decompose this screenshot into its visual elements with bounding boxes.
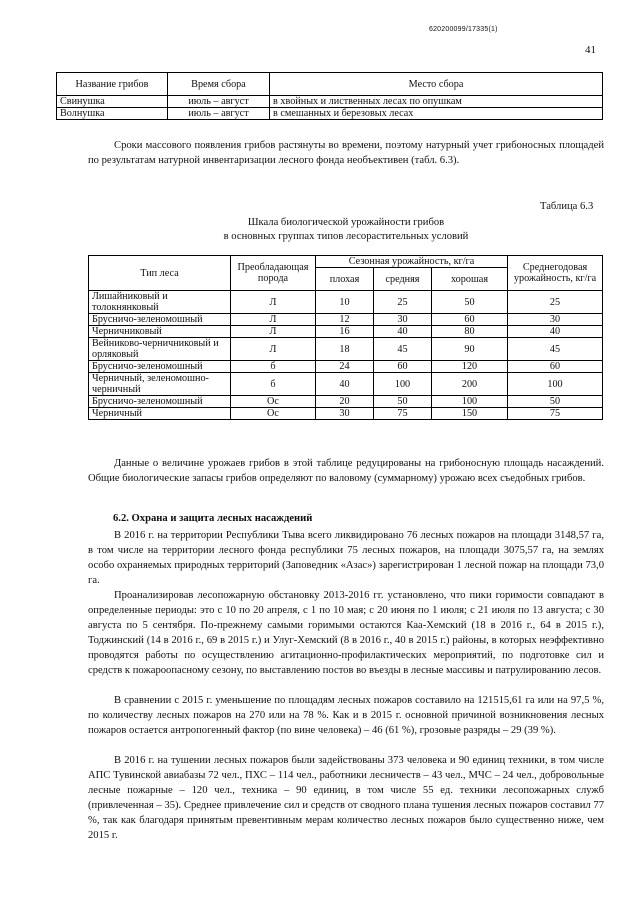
cell-forest-type: Брусничо-зеленомошный xyxy=(89,361,231,373)
cell-forest-type: Черничный xyxy=(89,408,231,420)
cell-value: 24 xyxy=(316,361,374,373)
cell-value: Л xyxy=(231,338,316,361)
paragraph-fires-2016: В 2016 г. на территории Республики Тыва всего ликвидировано 76 лесных пожаров на площади 3148,57 га, в том числе на территории лесного фонда республики 75 лесных пожаров, на площади 3075,57 га, на землях особо охраняемых природных территорий (Заповедник «Азас») зарегистрирован 1 лесной пожар на площади 73,0 га. xyxy=(88,530,604,586)
cell-value: Л xyxy=(231,326,316,338)
cell-name: Волнушка xyxy=(57,108,168,120)
cell-value: 60 xyxy=(508,361,603,373)
table-row xyxy=(57,108,603,120)
header-seasonal-yield: Сезонная урожайность, кг/га xyxy=(316,256,508,268)
cell-place: в хвойных и лиственных лесах по опушкам xyxy=(270,96,603,108)
header-good: хорошая xyxy=(432,268,508,291)
paragraph-mushroom-timing: Сроки массового появления грибов растянуты во времени, поэтому натурный учет грибоносных площадей по результатам натурной инвентаризации лесного фонда необъективен (табл. 6.3). xyxy=(88,140,604,166)
document-id: 620200099/17335(1) xyxy=(429,26,498,33)
table-row xyxy=(89,326,603,338)
cell-time: июль – август xyxy=(168,108,270,120)
header-collection-place: Место сбора xyxy=(270,73,603,96)
cell-value: 60 xyxy=(374,361,432,373)
cell-value: 40 xyxy=(508,326,603,338)
cell-value: Ос xyxy=(231,408,316,420)
page-number: 41 xyxy=(585,44,596,56)
cell-value: б xyxy=(231,361,316,373)
table-row xyxy=(57,96,603,108)
section-title: 6.2. Охрана и защита лесных насаждений xyxy=(113,513,313,524)
header-mushroom-name: Название грибов xyxy=(57,73,168,96)
cell-value: 50 xyxy=(374,396,432,408)
cell-value: 80 xyxy=(432,326,508,338)
caption-line: в основных группах типов лесорастительных условий xyxy=(223,231,469,242)
cell-value: 40 xyxy=(374,326,432,338)
cell-value: 16 xyxy=(316,326,374,338)
mushroom-collection-table xyxy=(56,72,603,120)
cell-value: 60 xyxy=(432,314,508,326)
mushroom-yield-table xyxy=(88,255,603,420)
cell-value: 100 xyxy=(432,396,508,408)
paragraph-fire-comparison: В сравнении с 2015 г. уменьшение по площадям лесных пожаров составило на 121515,61 га или на 97,5 %, по количеству лесных пожаров на 270 или на 78 %. Как и в 2015 г. основной причиной возникновения лесных пожаров остается антропогенный фактор (по вине человека) – 46 (61 %), грозовые разряды – 29 (39 %). xyxy=(88,695,604,736)
cell-value: Л xyxy=(231,314,316,326)
header-average-yield: Среднегодовая урожайность, кг/га xyxy=(508,256,603,291)
cell-value: 12 xyxy=(316,314,374,326)
cell-value: 50 xyxy=(432,291,508,314)
header-collection-time: Время сбора xyxy=(168,73,270,96)
cell-value: Л xyxy=(231,291,316,314)
cell-value: 150 xyxy=(432,408,508,420)
table-row xyxy=(89,314,603,326)
cell-value: 25 xyxy=(508,291,603,314)
cell-value: 100 xyxy=(374,373,432,396)
cell-time: июль – август xyxy=(168,96,270,108)
header-poor: плохая xyxy=(316,268,374,291)
cell-value: б xyxy=(231,373,316,396)
paragraph-firefighting: В 2016 г. на тушении лесных пожаров были задействованы 373 человека и 90 единиц техники, в том числе АПС Тувинской авиабазы 72 чел., ПХС – 114 чел., работники лесничеств – 43 чел., МЧС – 24 чел., добровольные лесные пожарные – 120 чел., техника – 90 единиц, в том числе 55 ед. техники лесопожарных служб (привлеченная – 35). Среднее привлечение сил и средств от сводного плана тушения лесных пожаров составил 77 %, так как благодаря принятым превентивным мерам количество лесных пожаров было существенно ниже, чем 2015 г. xyxy=(88,755,604,841)
cell-value: 18 xyxy=(316,338,374,361)
header-dominant-species: Преобладающая порода xyxy=(231,256,316,291)
cell-value: 200 xyxy=(432,373,508,396)
cell-value: 10 xyxy=(316,291,374,314)
cell-value: 30 xyxy=(508,314,603,326)
table-row xyxy=(89,361,603,373)
table-row xyxy=(89,396,603,408)
header-medium: средняя xyxy=(374,268,432,291)
cell-value: 100 xyxy=(508,373,603,396)
paragraph-yield-note: Данные о величине урожаев грибов в этой таблице редуцированы на грибоносную площадь насаждений. Общие биологические запасы грибов определяют по валовому (суммарному) урожаю всех съедобных грибов. xyxy=(88,458,604,484)
paragraph-fire-analysis: Проанализировав лесопожарную обстановку 2013-2016 гг. установлено, что пики горимости совпадают в определенные периоды: это с 10 по 20 апреля, с 1 по 10 мая; с 20 июня по 1 июля; с 21 июля по 13 августа; с 30 августа по 5 сентября. По-прежнему самыми горимыми остаются Каа-Хемский (18 в 2016 г., 64 в 2015 г.), Тоджинский (14 в 2016 г., 69 в 2015 г.) и Улуг-Хемский (8 в 2016 г., 40 в 2015 г.) районы, в которых неэффективно проводятся работы по осуществлению агитационно-профилактических мероприятий, по подготовке сил и средств к пожароопасному сезону, по выставлению постов во въезды в лесные массивы и патрулированию лесов. xyxy=(88,590,604,676)
cell-value: 30 xyxy=(374,314,432,326)
cell-value: Ос xyxy=(231,396,316,408)
caption-line: Шкала биологической урожайности грибов xyxy=(247,217,445,228)
cell-value: 90 xyxy=(432,338,508,361)
table-header-row xyxy=(89,256,603,268)
cell-value: 50 xyxy=(508,396,603,408)
cell-value: 45 xyxy=(508,338,603,361)
cell-value: 120 xyxy=(432,361,508,373)
cell-forest-type: Брусничо-зеленомошный xyxy=(89,314,231,326)
cell-forest-type: Вейниково-черничниковый и орляковый xyxy=(89,338,231,361)
cell-forest-type: Черничниковый xyxy=(89,326,231,338)
cell-value: 40 xyxy=(316,373,374,396)
table-row xyxy=(89,338,603,361)
table-row xyxy=(89,373,603,396)
cell-place: в смешанных и березовых лесах xyxy=(270,108,603,120)
cell-forest-type: Лишайниковый и толокнянковый xyxy=(89,291,231,314)
cell-value: 25 xyxy=(374,291,432,314)
table-header-row xyxy=(57,73,603,96)
cell-value: 75 xyxy=(374,408,432,420)
cell-value: 75 xyxy=(508,408,603,420)
table-row xyxy=(89,291,603,314)
cell-value: 20 xyxy=(316,396,374,408)
cell-value: 45 xyxy=(374,338,432,361)
cell-forest-type: Черничный, зеленомошно-черничный xyxy=(89,373,231,396)
table-label: Таблица 6.3 xyxy=(540,201,594,212)
cell-value: 30 xyxy=(316,408,374,420)
table-caption xyxy=(88,216,604,244)
header-forest-type: Тип леса xyxy=(89,256,231,291)
cell-name: Свинушка xyxy=(57,96,168,108)
table-row xyxy=(89,408,603,420)
yield-table-body xyxy=(89,291,603,420)
cell-forest-type: Брусничо-зеленомошный xyxy=(89,396,231,408)
